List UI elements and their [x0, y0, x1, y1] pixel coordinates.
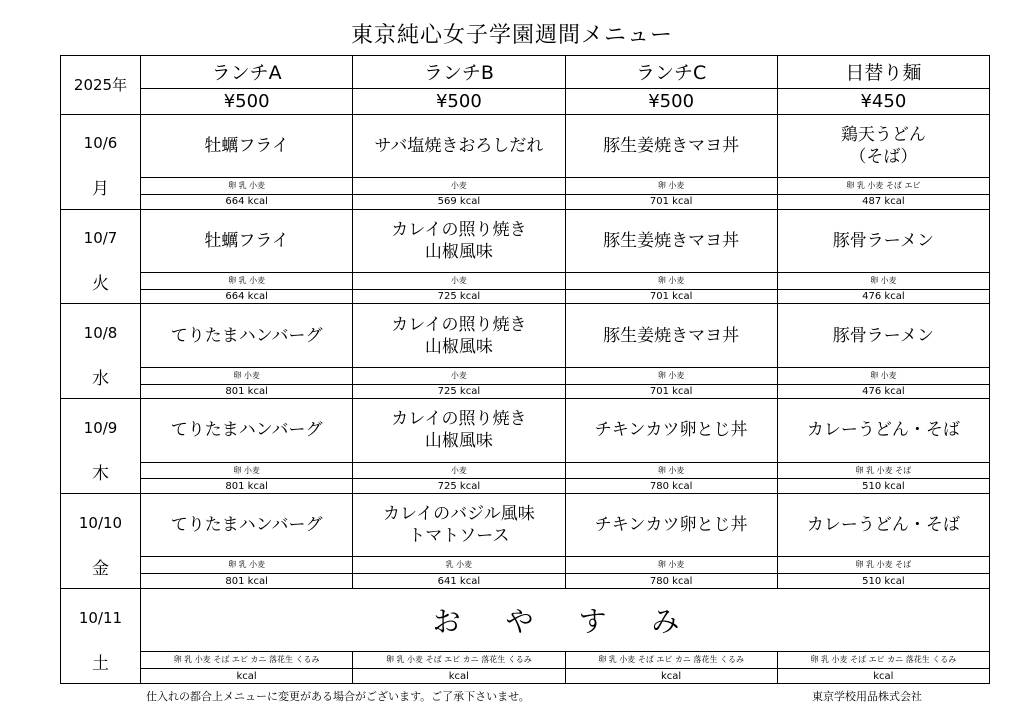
allergen-row	[61, 652, 990, 669]
dish-cell	[141, 114, 353, 177]
day-date-cell	[61, 114, 141, 209]
allergen-info: 乳 小麦	[353, 557, 565, 574]
column-price-lunch-b: ¥500	[353, 88, 565, 114]
dish-cell	[565, 304, 777, 367]
dish-cell	[565, 399, 777, 462]
page-title: 東京純心女子学園週間メニュー	[350, 23, 673, 48]
day-date: 10/9	[83, 418, 118, 437]
allergen-info: 卵 小麦	[565, 177, 777, 194]
calorie-info: 487 kcal	[777, 194, 989, 209]
day-date: 10/10	[78, 513, 123, 532]
calorie-info: 664 kcal	[141, 194, 353, 209]
day-date: 10/6	[83, 134, 118, 153]
kcal-row	[61, 384, 990, 399]
dish-cell	[141, 304, 353, 367]
dish-name-line: 山椒風味	[424, 336, 493, 357]
dish-name-line: 豚骨ラーメン	[832, 325, 934, 346]
dish-cell	[353, 209, 565, 272]
dish-name-line: 牡蠣フライ	[204, 135, 289, 156]
dish-name-line: カレイの照り焼き	[391, 219, 527, 240]
dish-name-line: てりたまハンバーグ	[170, 420, 323, 441]
allergen-info: 小麦	[353, 272, 565, 289]
day-of-week: 土	[92, 653, 109, 674]
column-price-lunch-c: ¥500	[565, 88, 777, 114]
day-of-week: 水	[92, 368, 109, 389]
dish-cell	[777, 399, 989, 462]
day-row	[61, 304, 990, 367]
dish-name-line: チキンカツ卵とじ丼	[594, 515, 748, 536]
day-of-week: 金	[92, 558, 109, 579]
allergen-info: 卵 乳 小麦 そば	[777, 462, 989, 479]
dish-name-line: 山椒風味	[424, 241, 493, 262]
day-row	[61, 399, 990, 462]
dish-name-line: チキンカツ卵とじ丼	[594, 420, 748, 441]
calorie-info: 780 kcal	[565, 479, 777, 494]
dish-name-line: 鶏天うどん	[840, 124, 926, 145]
dish-cell	[565, 209, 777, 272]
day-date: 10/8	[83, 323, 118, 342]
holiday-row	[61, 589, 990, 652]
dish-cell	[565, 114, 777, 177]
allergen-info: 卵 小麦	[141, 462, 353, 479]
dish-cell	[141, 209, 353, 272]
allergen-info: 卵 小麦	[777, 272, 989, 289]
day-of-week: 火	[92, 274, 109, 294]
calorie-info: kcal	[565, 669, 777, 684]
calorie-info: kcal	[141, 669, 353, 684]
footer-company: 東京学校用品株式会社	[812, 690, 922, 703]
calorie-info: kcal	[353, 669, 565, 684]
dish-name-line: 豚骨ラーメン	[832, 230, 934, 251]
calorie-info: 641 kcal	[353, 574, 565, 589]
footer-note: 仕入れの都合上メニューに変更がある場合がございます。ご了承下さいませ。	[146, 690, 530, 703]
day-date-cell	[61, 209, 141, 304]
day-date: 10/7	[83, 229, 118, 247]
kcal-row	[61, 669, 990, 684]
dish-cell	[777, 494, 989, 557]
allergen-row	[61, 557, 990, 574]
column-name-lunch-b: ランチB	[353, 56, 565, 89]
day-date-cell	[61, 494, 141, 589]
kcal-row	[61, 194, 990, 209]
dish-name-line: カレーうどん・そば	[806, 420, 960, 441]
allergen-row	[61, 367, 990, 384]
allergen-info: 卵 乳 小麦 そば エビ カニ 落花生 くるみ	[777, 652, 989, 669]
calorie-info: 801 kcal	[141, 574, 353, 589]
allergen-info: 卵 乳 小麦	[141, 557, 353, 574]
calorie-info: 725 kcal	[353, 289, 565, 304]
day-date-cell	[61, 399, 141, 494]
dish-name-line: サバ塩焼きおろしだれ	[374, 135, 544, 156]
allergen-row	[61, 462, 990, 479]
kcal-row	[61, 289, 990, 304]
dish-name-line: トマトソース	[408, 526, 510, 547]
allergen-row	[61, 272, 990, 289]
allergen-info: 小麦	[353, 462, 565, 479]
column-name-lunch-a: ランチA	[141, 56, 353, 89]
calorie-info: 510 kcal	[777, 574, 989, 589]
dish-name-line: カレイの照り焼き	[391, 314, 527, 335]
dish-name-line: カレイのバジル風味	[383, 504, 535, 525]
weekly-menu-table	[60, 55, 990, 684]
allergen-info: 卵 小麦	[141, 367, 353, 384]
dish-name-line: 豚生姜焼きマヨ丼	[603, 135, 740, 156]
dish-cell	[353, 494, 565, 557]
dish-cell	[777, 304, 989, 367]
allergen-info: 小麦	[353, 367, 565, 384]
allergen-info: 卵 小麦	[565, 367, 777, 384]
column-price-daily-noodle: ¥450	[777, 88, 989, 114]
allergen-info: 卵 乳 小麦 そば エビ カニ 落花生 くるみ	[353, 652, 565, 669]
allergen-row	[61, 177, 990, 194]
kcal-row	[61, 479, 990, 494]
column-name-lunch-c: ランチC	[565, 56, 777, 89]
day-date: 10/11	[78, 608, 123, 627]
allergen-info: 小麦	[353, 177, 565, 194]
calorie-info: 725 kcal	[353, 479, 565, 494]
dish-cell	[141, 399, 353, 462]
dish-name-line: てりたまハンバーグ	[170, 515, 323, 536]
allergen-info: 卵 乳 小麦 そば	[777, 557, 989, 574]
dish-name-line: 山椒風味	[424, 431, 493, 452]
dish-name-line: 牡蠣フライ	[204, 230, 289, 251]
allergen-info: 卵 小麦	[565, 272, 777, 289]
dish-cell	[777, 209, 989, 272]
allergen-info: 卵 乳 小麦	[141, 272, 353, 289]
day-row	[61, 494, 990, 557]
day-date-cell	[61, 589, 141, 684]
allergen-info: 卵 小麦	[565, 557, 777, 574]
dish-cell	[565, 494, 777, 557]
calorie-info: 664 kcal	[141, 289, 353, 304]
allergen-info: 卵 乳 小麦	[141, 177, 353, 194]
dish-name-line: （そば）	[849, 146, 918, 167]
dish-cell	[141, 494, 353, 557]
price-row	[61, 88, 990, 114]
dish-name-line: カレーうどん・そば	[806, 515, 960, 536]
dish-name-line: 豚生姜焼きマヨ丼	[603, 325, 740, 346]
dish-name-line: てりたまハンバーグ	[170, 325, 323, 346]
allergen-info: 卵 乳 小麦 そば エビ カニ 落花生 くるみ	[141, 652, 353, 669]
allergen-info: 卵 乳 小麦 そば エビ	[777, 177, 989, 194]
calorie-info: 801 kcal	[141, 479, 353, 494]
holiday-label: お や す み	[141, 589, 990, 652]
calorie-info: 801 kcal	[141, 384, 353, 399]
calorie-info: 476 kcal	[777, 289, 989, 304]
calorie-info: 701 kcal	[565, 384, 777, 399]
dish-cell	[353, 304, 565, 367]
calorie-info: 780 kcal	[565, 574, 777, 589]
calorie-info: kcal	[777, 669, 989, 684]
day-date-cell	[61, 304, 141, 399]
calorie-info: 569 kcal	[353, 194, 565, 209]
calorie-info: 701 kcal	[565, 289, 777, 304]
day-row	[61, 209, 990, 272]
day-of-week: 木	[92, 463, 109, 484]
column-name-daily-noodle: 日替り麺	[777, 56, 989, 89]
header-row	[61, 56, 990, 89]
calorie-info: 701 kcal	[565, 194, 777, 209]
year-label: 2025年	[61, 56, 141, 115]
calorie-info: 510 kcal	[777, 479, 989, 494]
allergen-info: 卵 乳 小麦 そば エビ カニ 落花生 くるみ	[565, 652, 777, 669]
dish-cell	[353, 399, 565, 462]
day-row	[61, 114, 990, 177]
allergen-info: 卵 小麦	[777, 367, 989, 384]
dish-name-line: カレイの照り焼き	[391, 409, 527, 430]
column-price-lunch-a: ¥500	[141, 88, 353, 114]
calorie-info: 476 kcal	[777, 384, 989, 399]
allergen-info: 卵 小麦	[565, 462, 777, 479]
day-of-week: 月	[92, 179, 109, 200]
dish-name-line: 豚生姜焼きマヨ丼	[603, 230, 740, 251]
dish-cell	[777, 114, 989, 177]
calorie-info: 725 kcal	[353, 384, 565, 399]
dish-cell	[353, 114, 565, 177]
kcal-row	[61, 574, 990, 589]
